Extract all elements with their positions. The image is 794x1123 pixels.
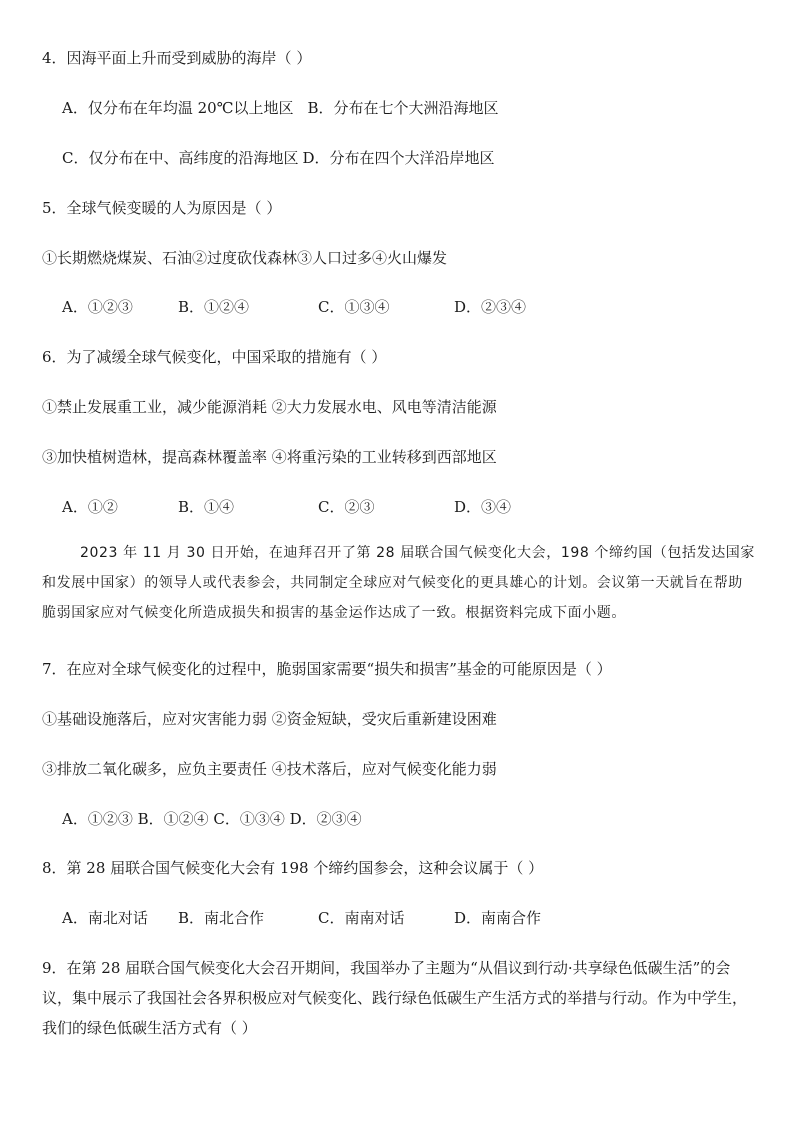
question-5-option-b: B．①②④ <box>178 298 250 316</box>
question-6-statement-1: ①禁止发展重工业，减少能源消耗 ②大力发展水电、风电等清洁能源 <box>42 398 497 416</box>
question-5-option-c: C．①③④ <box>318 298 390 316</box>
reading-passage: 2023 年 11 月 30 日开始，在迪拜召开了第 28 届联合国气候变化大会，198 个缔约国（包括发达国家和发展中国家）的领导人或代表参会，共同制定全球应对气候变化的更具雄心的计划。会议第一天就旨在帮助脆弱国家应对气候变化所造成损失和损害的基金运作达成了一致。根据资料完成下面小题。 <box>42 545 755 621</box>
question-7-statement-1: ①基础设施落后，应对灾害能力弱 ②资金短缺，受灾后重新建设困难 <box>42 710 497 728</box>
question-5-option-d: D．②③④ <box>454 298 527 316</box>
question-8-stem: 8．第 28 届联合国气候变化大会有 198 个缔约国参会，这种会议属于（ ） <box>42 859 544 877</box>
question-8-option-c: C．南南对话 <box>318 909 405 927</box>
question-5-option-a: A．①②③ <box>62 298 133 316</box>
question-9-stem: 9．在第 28 届联合国气候变化大会召开期间，我国举办了主题为“从倡议到行动·共享绿色低碳生活”的会议，集中展示了我国社会各界积极应对气候变化、践行绿色低碳生产生活方式的举措与行动。作为中学生，我们的绿色低碳生活方式有（ ） <box>42 959 748 1037</box>
question-5-stem: 5．全球气候变暖的人为原因是（ ） <box>42 199 282 217</box>
question-4-option-d: D．分布在四个大洋沿岸地区 <box>302 149 495 167</box>
question-4-option-cd <box>62 148 495 168</box>
question-8-option-b: B．南北合作 <box>178 909 265 927</box>
question-6-statement-2: ③加快植树造林，提高森林覆盖率 ④将重污染的工业转移到西部地区 <box>42 448 497 466</box>
question-4-option-a: A．仅分布在年均温 20℃以上地区 <box>62 99 294 117</box>
question-4-option-c: C．仅分布在中、高纬度的沿海地区 <box>62 149 299 167</box>
question-6-stem: 6．为了减缓全球气候变化，中国采取的措施有（ ） <box>42 348 387 366</box>
question-4-stem: 4．因海平面上升而受到威胁的海岸（ ） <box>42 49 312 67</box>
question-5-statements: ①长期燃烧煤炭、石油②过度砍伐森林③人口过多④火山爆发 <box>42 249 448 267</box>
question-4-option-ab <box>62 98 499 118</box>
question-6-option-a: A．①② <box>62 498 118 516</box>
question-7-statement-2: ③排放二氧化碳多，应负主要责任 ④技术落后，应对气候变化能力弱 <box>42 760 497 778</box>
question-6-option-b: B．①④ <box>178 498 235 516</box>
question-8-option-d: D．南南合作 <box>454 909 542 927</box>
question-4-option-b: B．分布在七个大洲沿海地区 <box>307 99 499 117</box>
question-6-option-d: D．③④ <box>454 498 512 516</box>
question-6-option-c: C．②③ <box>318 498 375 516</box>
question-7-stem: 7．在应对全球气候变化的过程中，脆弱国家需要“损失和损害”基金的可能原因是（ ） <box>42 660 612 678</box>
question-8-option-a: A．南北对话 <box>62 909 148 927</box>
question-7-options: A．①②③ B．①②④ C．①③④ D．②③④ <box>62 810 362 828</box>
